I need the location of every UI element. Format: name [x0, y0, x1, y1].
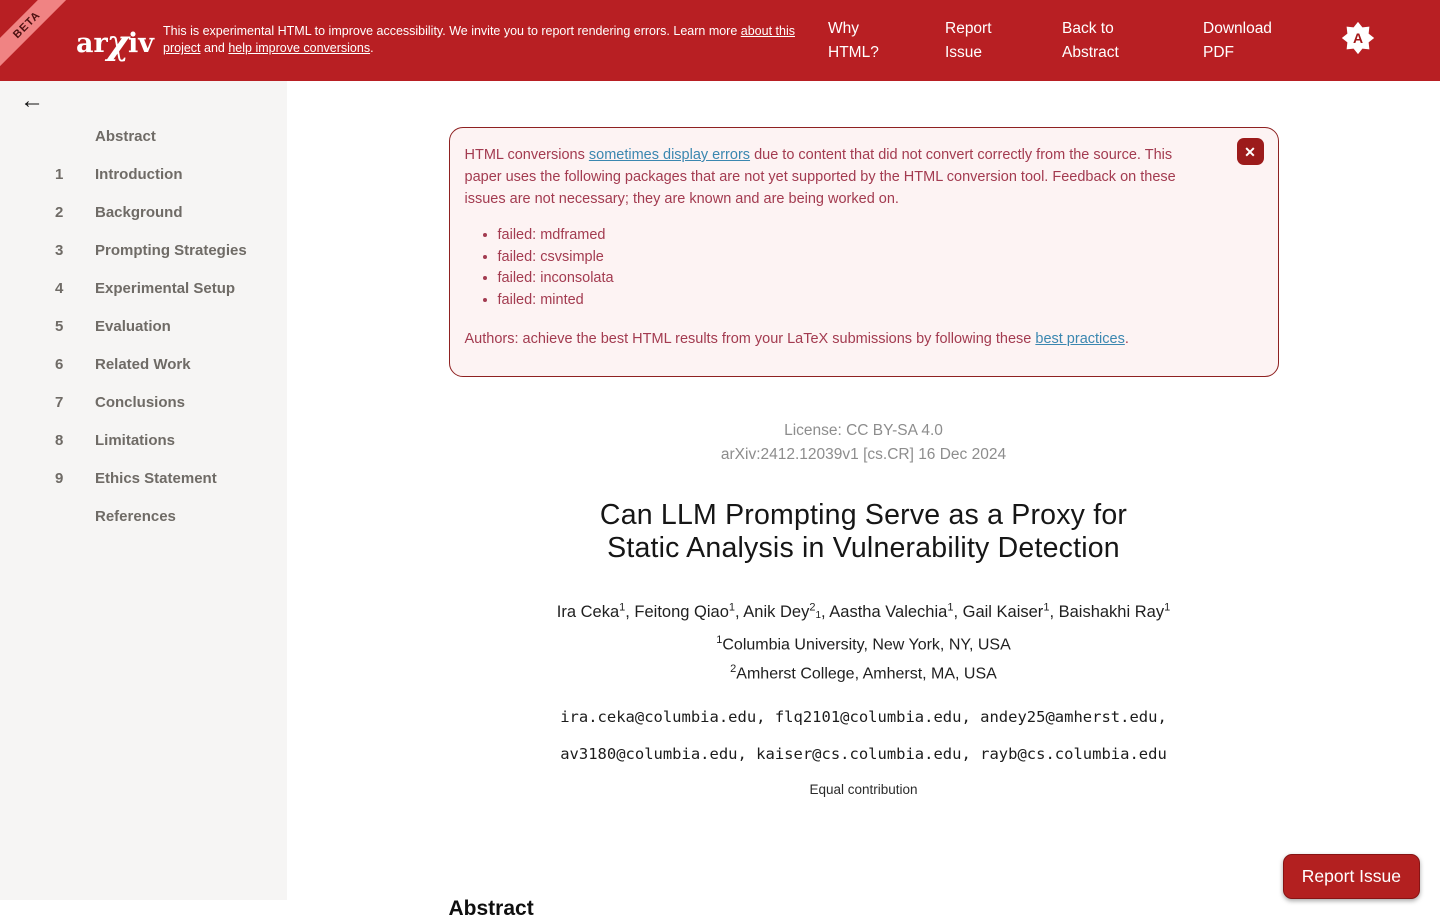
toc-item-prompting-strategies[interactable]: [0, 231, 287, 269]
toc-label: References: [95, 507, 176, 525]
failed-package-item: • failed: minted: [498, 290, 1262, 312]
logo-iv: iv: [127, 28, 154, 59]
top-banner: [0, 0, 1440, 81]
toc-label: Abstract: [95, 127, 156, 145]
toc-item-related-work[interactable]: [0, 345, 287, 383]
toc-item-abstract[interactable]: [0, 117, 287, 155]
toc-sidebar: [0, 81, 287, 900]
logo-ar: ar: [76, 28, 108, 59]
author-list: [449, 595, 1279, 628]
author: Ira Ceka$^1$,: [556, 601, 635, 621]
license-line: License: CC BY-SA 4.0: [784, 422, 943, 439]
nav-report-issue[interactable]: Report Issue: [945, 20, 992, 61]
toc-num: 8: [55, 431, 64, 449]
toc-num: 7: [55, 393, 64, 411]
affiliation-2: $^2$Amherst College, Amherst, MA, USA: [730, 662, 997, 683]
toc-label: Background: [95, 203, 183, 221]
warning-paragraph: [465, 144, 1262, 210]
toc-label: Limitations: [95, 431, 176, 449]
settings-letter: A: [1352, 30, 1364, 46]
toc-item-conclusions[interactable]: [0, 383, 287, 421]
notice-text: This is experimental HTML to improve accessibility. We invite you to report rendering errors. Learn more: [163, 24, 741, 38]
toc-label: Related Work: [95, 355, 191, 373]
nav-download-pdf[interactable]: Download PDF: [1203, 20, 1272, 61]
toc-label: Conclusions: [95, 393, 186, 411]
notice-text: and: [200, 41, 229, 55]
collapse-sidebar-arrow-icon[interactable]: ←: [20, 87, 44, 114]
toc-label: Evaluation: [95, 317, 171, 335]
arxiv-logo[interactable]: [76, 20, 154, 60]
toc-label: Introduction: [95, 165, 183, 183]
about-this-project-link[interactable]: about this project: [163, 24, 795, 55]
toc-num: 9: [55, 469, 64, 487]
header-nav: [828, 17, 1297, 65]
warning-text: Authors: achieve the best HTML results from your LaTeX submissions by following these: [464, 331, 1036, 347]
toc-label: Experimental Setup: [95, 279, 236, 297]
help-improve-conversions-link[interactable]: help improve conversions: [228, 41, 371, 55]
toc-num: 4: [55, 279, 64, 297]
beta-ribbon: BETA: [0, 0, 76, 74]
document-area: [287, 81, 1440, 921]
authors-advice-paragraph: [465, 328, 1262, 350]
toc-item-introduction[interactable]: [0, 155, 287, 193]
report-issue-button[interactable]: Report Issue: [1283, 854, 1420, 899]
logo-chi: χ: [106, 22, 129, 62]
nav-back-to-abstract[interactable]: Back to Abstract: [1062, 20, 1119, 61]
author: Baishakhi Ray$^1$: [1058, 601, 1171, 621]
experimental-html-notice: [163, 23, 813, 57]
toc-item-ethics-statement[interactable]: [0, 459, 287, 497]
nav-why-html[interactable]: Why HTML?: [828, 20, 879, 61]
close-icon[interactable]: ✕: [1237, 138, 1264, 165]
affiliation-1: $^1$Columbia University, New York, NY, USA: [716, 633, 1011, 653]
toc-num: 5: [55, 317, 64, 335]
emails-line-2: av3180@columbia.edu, kaiser@cs.columbia.edu, rayb@cs.columbia.edu: [560, 745, 1167, 764]
warning-text: .: [1124, 331, 1129, 347]
author: Feitong Qiao$^1$,: [634, 601, 744, 621]
toc-item-limitations[interactable]: [0, 421, 287, 459]
toc-label: Prompting Strategies: [95, 241, 247, 259]
failed-package-item: • failed: mdframed: [498, 225, 1262, 247]
toc-num: 6: [55, 355, 64, 373]
paper-meta: [449, 419, 1279, 467]
author: Anik Dey$^2_1$,: [743, 601, 830, 621]
toc-item-background[interactable]: [0, 193, 287, 231]
best-practices-link[interactable]: best practices: [1035, 331, 1125, 347]
toc-num: 2: [55, 203, 64, 221]
arxiv-id-line: arXiv:2412.12039v1 [cs.CR] 16 Dec 2024: [720, 446, 1007, 463]
toc-item-references[interactable]: [0, 497, 287, 535]
author-emails: [449, 708, 1279, 763]
toc-num: 1: [55, 165, 64, 183]
toc-item-experimental-setup[interactable]: [0, 269, 287, 307]
toc-num: 3: [55, 241, 64, 259]
conversion-warning-box: [449, 127, 1279, 377]
failed-package-item: • failed: inconsolata: [498, 268, 1262, 290]
warning-text: due to content that did not convert correctly from the source. This paper uses the following packages that are not yet supported by the HTML conversion tool. Feedback on these issues are not necessary; they are known and are being worked on.: [464, 147, 1176, 207]
emails-line-1: ira.ceka@columbia.edu, flq2101@columbia.edu, andey25@amherst.edu,: [560, 708, 1167, 727]
table-of-contents: [0, 117, 287, 535]
toc-label: Ethics Statement: [95, 469, 217, 487]
title-line-1: Can LLM Prompting Serve as a Proxy for: [599, 499, 1128, 531]
sometimes-display-errors-link[interactable]: sometimes display errors: [588, 147, 751, 163]
author: Gail Kaiser$^1$,: [962, 601, 1059, 621]
title-line-2: Static Analysis in Vulnerability Detection: [607, 532, 1120, 564]
notice-text: .: [370, 41, 374, 55]
toc-item-evaluation[interactable]: [0, 307, 287, 345]
accessibility-settings-icon[interactable]: [1341, 21, 1375, 55]
warning-text: HTML conversions: [464, 147, 589, 163]
author: Aastha Valechia$^1$,: [829, 601, 963, 621]
paper-title: [449, 499, 1279, 565]
failed-package-item: • failed: csvsimple: [498, 247, 1262, 269]
abstract-heading: Abstract: [448, 897, 534, 921]
failed-packages-list: [465, 225, 1262, 311]
equal-contribution-note: Equal contribution: [809, 782, 918, 798]
